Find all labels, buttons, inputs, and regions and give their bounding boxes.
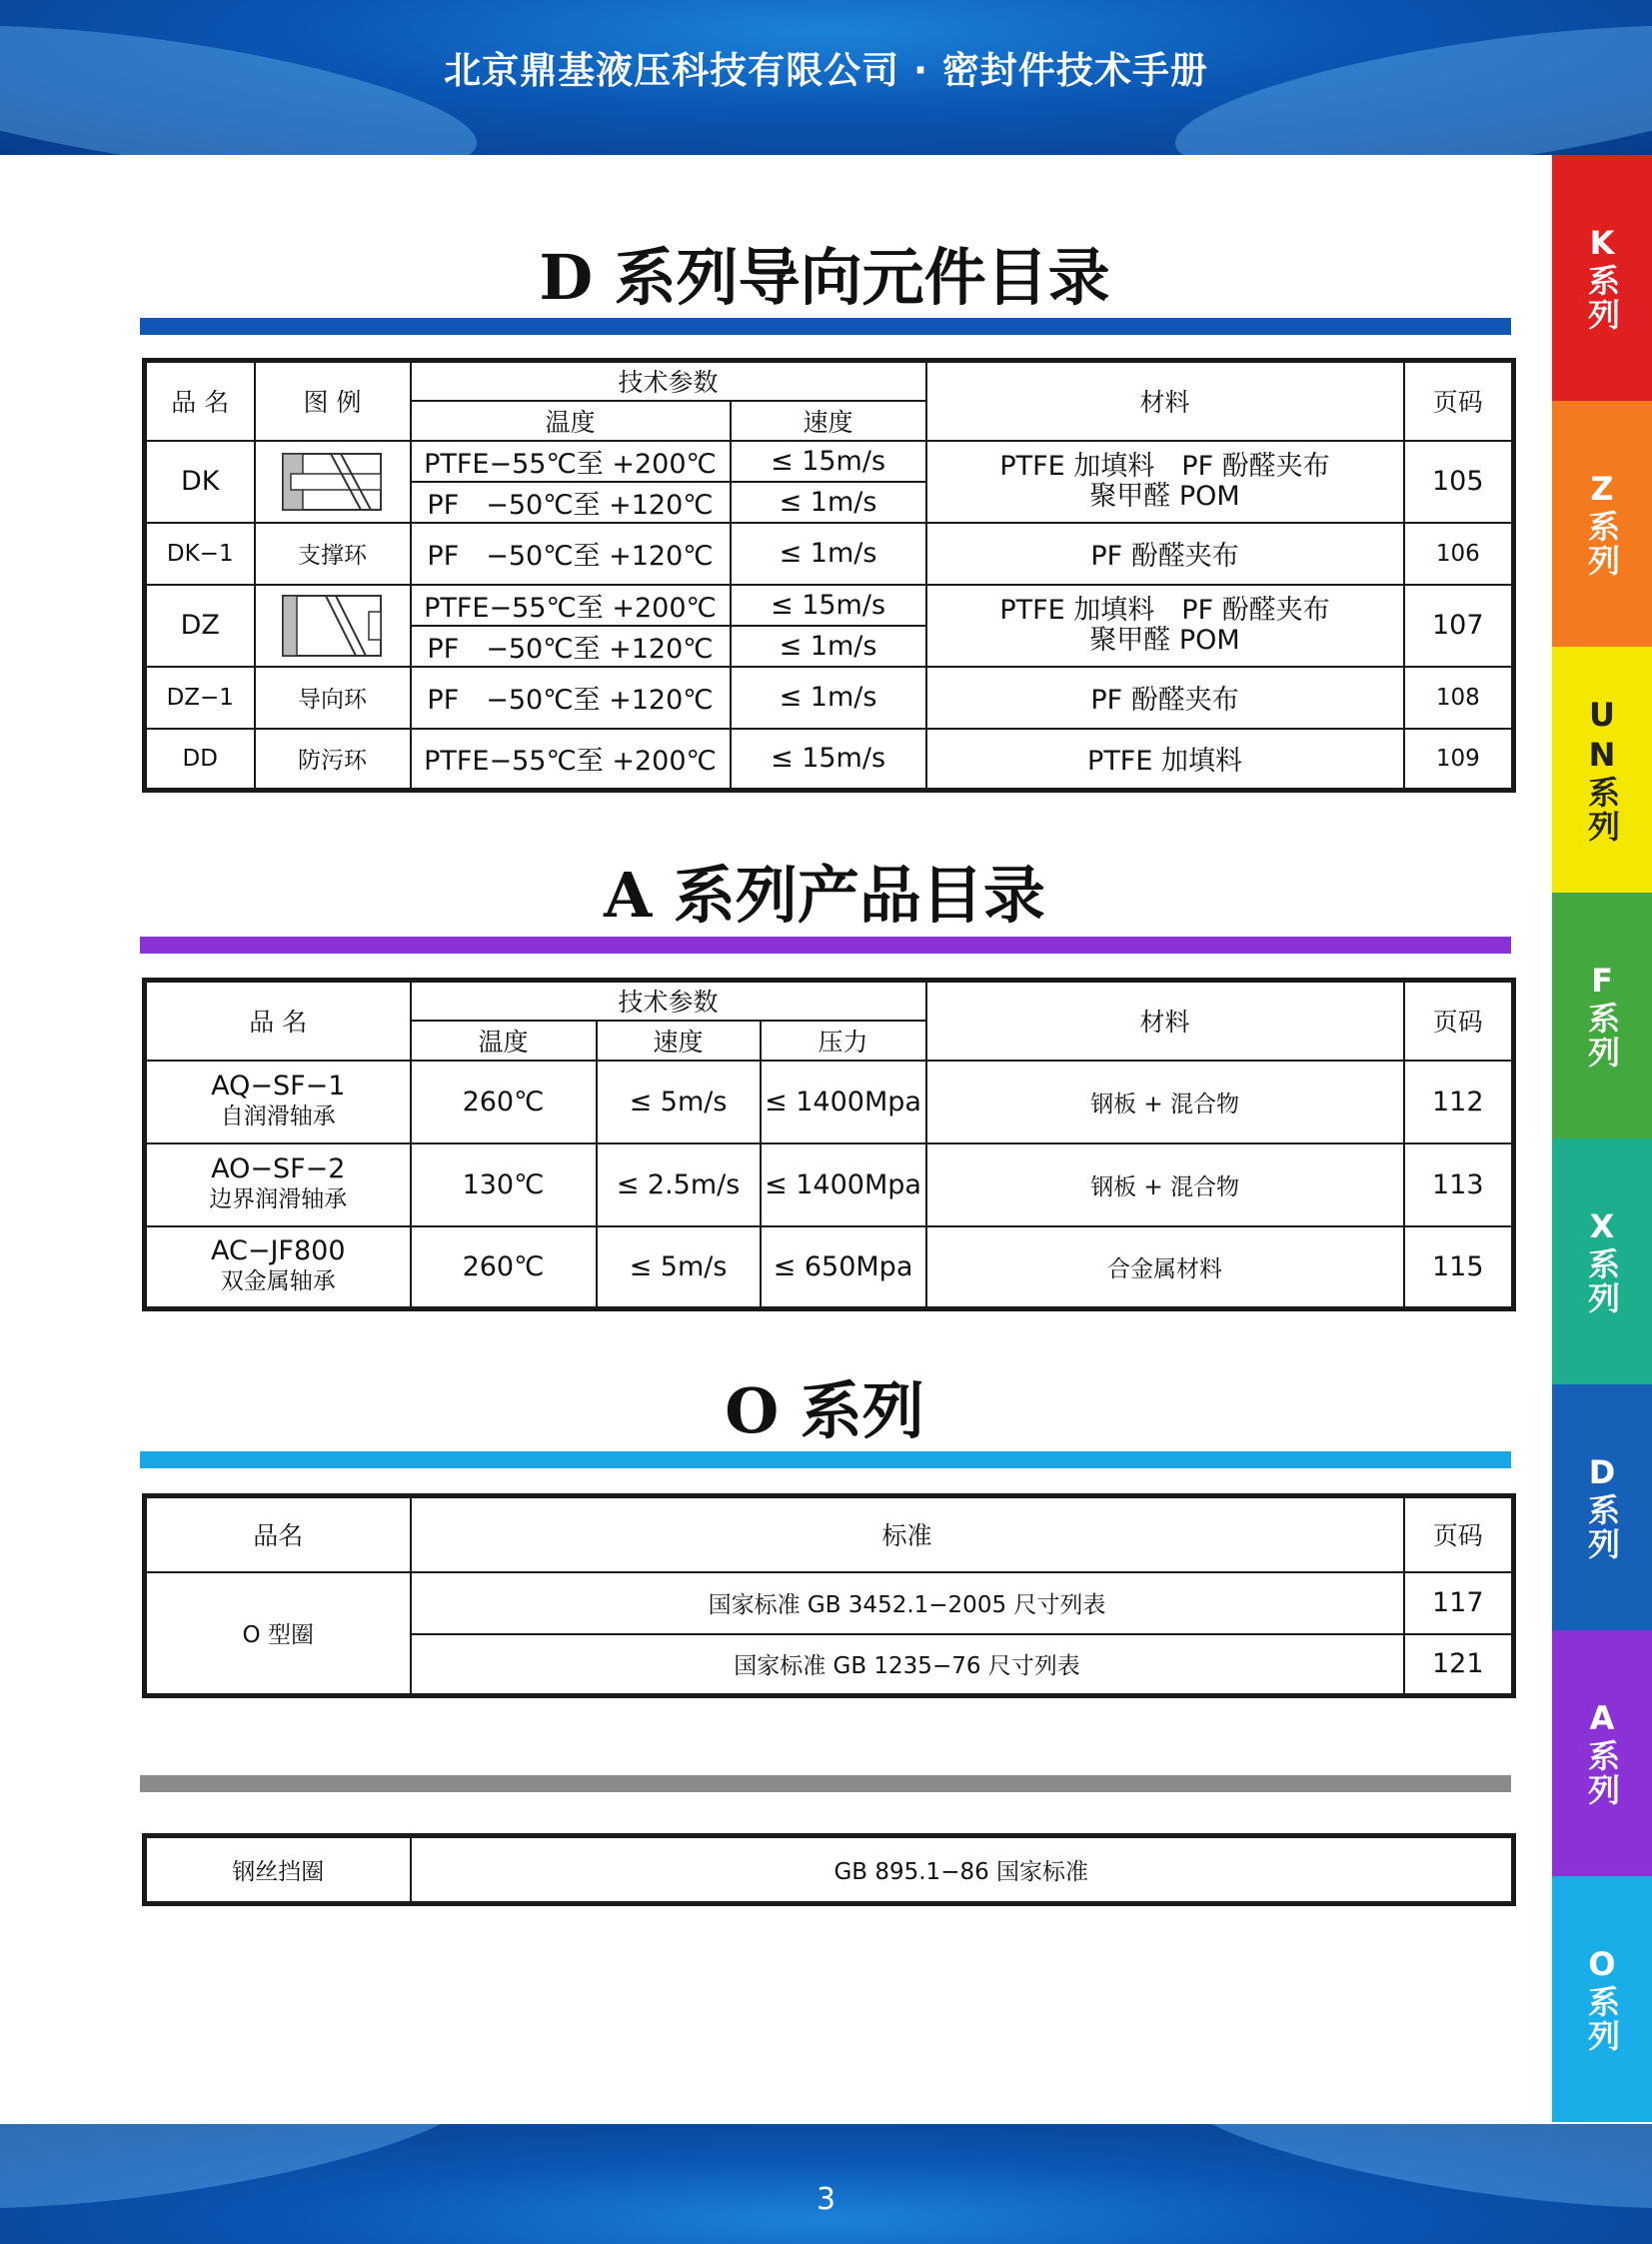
material-cell: 钢板 + 混合物 <box>926 1061 1404 1143</box>
header-material: 材料 <box>926 361 1404 441</box>
product-name-cell <box>145 1061 411 1143</box>
product-name: DD <box>145 729 255 791</box>
speed-cell: ≤ 1m/s <box>731 523 926 585</box>
image-label: 防污环 <box>255 729 411 791</box>
tab-a-series[interactable]: A系列 <box>1552 1630 1652 1876</box>
temperature-cell: PTFE−55℃至 +200℃ <box>411 585 731 626</box>
tab-k-series[interactable]: K系列 <box>1552 155 1652 401</box>
speed-cell: ≤ 5m/s <box>597 1226 761 1309</box>
o-section-title: O 系列 <box>725 1374 924 1447</box>
footer-swoosh-left <box>0 2124 485 2238</box>
d-section-bar <box>140 318 1511 335</box>
material-cell <box>926 585 1404 667</box>
header-page: 页码 <box>1404 1496 1514 1572</box>
product-desc: 边界润滑轴承 <box>209 1186 348 1212</box>
material-cell: PTFE 加填料 <box>926 729 1404 791</box>
product-name: DK <box>145 441 255 523</box>
header-page: 页码 <box>1404 361 1514 441</box>
header-temperature: 温度 <box>411 401 731 441</box>
table-row <box>145 1061 1514 1143</box>
product-name-cell <box>145 1226 411 1309</box>
d-series-table <box>142 358 1516 793</box>
header-title: 北京鼎基液压科技有限公司 · 密封件技术手册 <box>444 49 1208 92</box>
pressure-cell: ≤ 650Mpa <box>761 1226 926 1309</box>
page-number: 3 <box>816 2182 836 2217</box>
temperature-cell: PF −50℃至 +120℃ <box>411 626 731 667</box>
temperature-cell: PTFE−55℃至 +200℃ <box>411 441 731 482</box>
product-code: AQ−SF−1 <box>211 1071 346 1102</box>
page-cell: 115 <box>1404 1226 1514 1309</box>
page-cell: 106 <box>1404 523 1514 585</box>
dz-diagram-icon <box>255 585 411 667</box>
page-cell: 109 <box>1404 729 1514 791</box>
table-row <box>145 441 1514 482</box>
material-line: 聚甲醛 POM <box>1089 480 1240 512</box>
page-cell: 108 <box>1404 667 1514 729</box>
temperature-cell: PF −50℃至 +120℃ <box>411 523 731 585</box>
table-row <box>145 523 1514 585</box>
header-standard: 标准 <box>411 1496 1404 1572</box>
table-row <box>145 1572 1514 1634</box>
tab-f-series[interactable]: F系列 <box>1552 893 1652 1138</box>
standard-cell: 国家标准 GB 1235−76 尺寸列表 <box>411 1634 1404 1696</box>
product-name: O 型圈 <box>145 1572 411 1696</box>
header-material: 材料 <box>926 981 1404 1061</box>
header-tech-params: 技术参数 <box>411 361 926 401</box>
wire-ring-table <box>142 1833 1516 1906</box>
a-series-table <box>142 978 1516 1311</box>
speed-cell: ≤ 15m/s <box>731 729 926 791</box>
o-section-bar <box>140 1451 1511 1468</box>
material-cell: 合金属材料 <box>926 1226 1404 1309</box>
temperature-cell: PTFE−55℃至 +200℃ <box>411 729 731 791</box>
product-code: AC−JF800 <box>211 1235 346 1267</box>
tab-z-series[interactable]: Z系列 <box>1552 401 1652 647</box>
material-cell: PF 酚醛夹布 <box>926 667 1404 729</box>
dk-diagram-icon <box>255 441 411 523</box>
a-section-bar <box>140 937 1511 954</box>
header-temperature: 温度 <box>411 1021 597 1061</box>
material-line: PTFE 加填料 PF 酚醛夹布 <box>999 450 1330 482</box>
speed-cell: ≤ 1m/s <box>731 667 926 729</box>
speed-cell: ≤ 15m/s <box>731 441 926 482</box>
tab-x-series[interactable]: X系列 <box>1552 1138 1652 1384</box>
header-speed: 速度 <box>597 1021 761 1061</box>
material-cell <box>926 441 1404 523</box>
page-cell: 121 <box>1404 1634 1514 1696</box>
header-name: 品 名 <box>145 981 411 1061</box>
product-name: DZ−1 <box>145 667 255 729</box>
speed-cell: ≤ 5m/s <box>597 1061 761 1143</box>
product-name: DK−1 <box>145 523 255 585</box>
page-cell: 112 <box>1404 1061 1514 1143</box>
d-section-title: D 系列导向元件目录 <box>539 241 1110 314</box>
speed-cell: ≤ 1m/s <box>731 482 926 523</box>
speed-cell: ≤ 1m/s <box>731 626 926 667</box>
table-row <box>145 1836 1514 1904</box>
image-label: 支撑环 <box>255 523 411 585</box>
material-cell: PF 酚醛夹布 <box>926 523 1404 585</box>
temperature-cell: PF −50℃至 +120℃ <box>411 482 731 523</box>
wire-section-bar <box>140 1775 1511 1792</box>
table-row <box>145 729 1514 791</box>
table-row <box>145 585 1514 626</box>
temperature-cell: 260℃ <box>411 1061 597 1143</box>
material-line: 聚甲醛 POM <box>1089 624 1240 656</box>
standard-cell: GB 895.1−86 国家标准 <box>411 1836 1514 1904</box>
temperature-cell: 260℃ <box>411 1226 597 1309</box>
footer-swoosh-right <box>1167 2124 1652 2238</box>
standard-cell: 国家标准 GB 3452.1−2005 尺寸列表 <box>411 1572 1404 1634</box>
page-cell: 117 <box>1404 1572 1514 1634</box>
page-header <box>0 0 1652 155</box>
header-tech-params: 技术参数 <box>411 981 926 1021</box>
a-section-title: A 系列产品目录 <box>604 859 1045 932</box>
tab-un-series[interactable]: UN系列 <box>1552 647 1652 893</box>
header-pressure: 压力 <box>761 1021 926 1061</box>
header-name: 品 名 <box>145 361 255 441</box>
page-cell: 113 <box>1404 1143 1514 1226</box>
speed-cell: ≤ 15m/s <box>731 585 926 626</box>
header-image: 图 例 <box>255 361 411 441</box>
page-cell: 105 <box>1404 441 1514 523</box>
product-desc: 双金属轴承 <box>220 1268 336 1295</box>
tab-d-series[interactable]: D系列 <box>1552 1384 1652 1630</box>
product-desc: 自润滑轴承 <box>220 1104 336 1129</box>
table-row <box>145 667 1514 729</box>
header-name: 品名 <box>145 1496 411 1572</box>
o-series-table <box>142 1493 1516 1698</box>
pressure-cell: ≤ 1400Mpa <box>761 1143 926 1226</box>
speed-cell: ≤ 2.5m/s <box>597 1143 761 1226</box>
product-code: AO−SF−2 <box>211 1153 346 1184</box>
header-speed: 速度 <box>731 401 926 441</box>
pressure-cell: ≤ 1400Mpa <box>761 1061 926 1143</box>
page-cell: 107 <box>1404 585 1514 667</box>
temperature-cell: 130℃ <box>411 1143 597 1226</box>
material-cell: 钢板 + 混合物 <box>926 1143 1404 1226</box>
series-tabs <box>1552 155 1652 2124</box>
product-name: 钢丝挡圈 <box>145 1836 411 1904</box>
page-footer <box>0 2124 1652 2244</box>
header-page: 页码 <box>1404 981 1514 1061</box>
product-name: DZ <box>145 585 255 667</box>
table-row <box>145 1143 1514 1226</box>
product-name-cell <box>145 1143 411 1226</box>
table-row <box>145 1226 1514 1309</box>
material-line: PTFE 加填料 PF 酚醛夹布 <box>999 594 1330 626</box>
temperature-cell: PF −50℃至 +120℃ <box>411 667 731 729</box>
tab-o-series[interactable]: O系列 <box>1552 1876 1652 2122</box>
image-label: 导向环 <box>255 667 411 729</box>
